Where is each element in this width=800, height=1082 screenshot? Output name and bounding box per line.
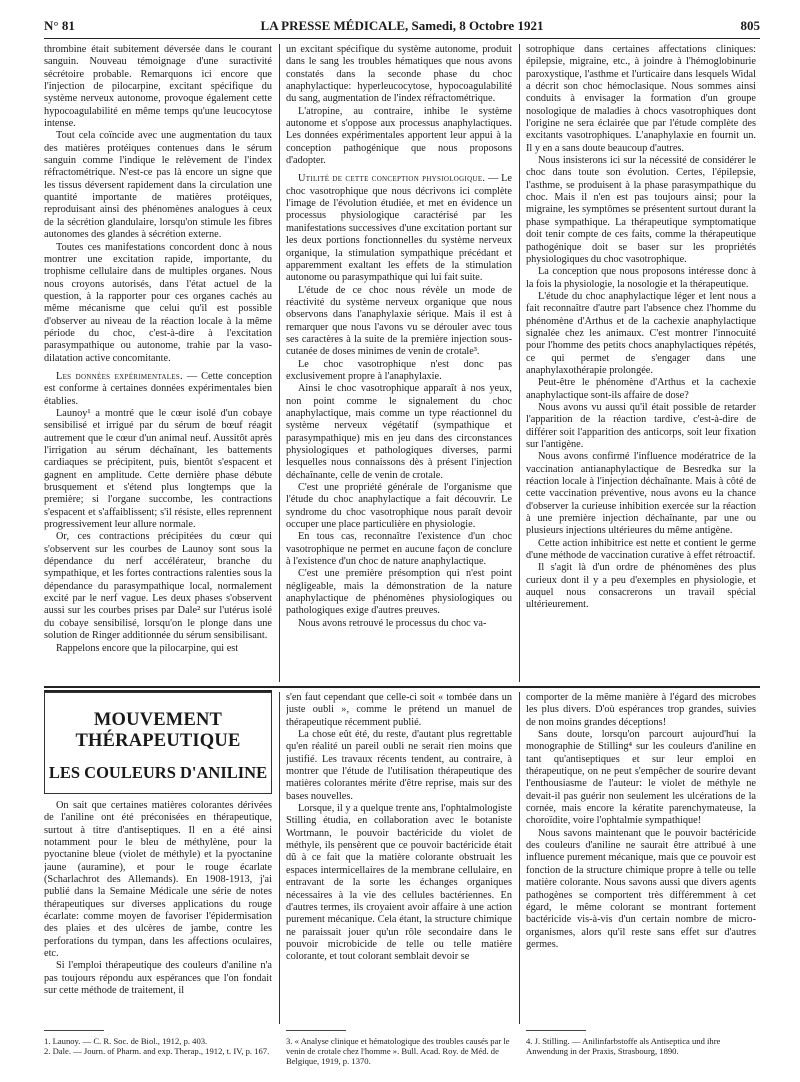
paragraph: En tous cas, reconnaître l'existence d'un choc vasotrophique ne permet en aucune façon de conclure à l'existence d'un choc de nature anaphylactique. <box>286 531 512 568</box>
footnote-rule <box>286 1030 346 1031</box>
lower-column-3 <box>526 692 756 1024</box>
paragraph: Rappelons encore que la pilocarpine, qui est <box>56 642 239 654</box>
paragraph: Sans doute, lorsqu'on parcourt aujourd'hui la monographie de Stilling⁴ sur les couleurs d'aniline en tant qu'antiseptiques et sur leur emploi en thérapeutique, on ne peut s'empêcher de sourire devant l'enthousiasme de l'auteur: le violet de méthyle ne devait-il pas guérir non seulement les ulcérations de la cornée, mais encore la kératite parenchymateuse, la choroïdite, voire l'ophtalmie sympathique! <box>526 729 756 827</box>
footnotes-column-2 <box>286 1036 512 1067</box>
column-divider <box>519 692 520 1024</box>
paragraph: un excitant spécifique du système autonome, produit dans le sang les troubles hématiques que nous avons constatés dans la seconde phase du choc anaphylactique: hyperleucocytose, hypocoagulabilité du sang, augmentation de l'index réfractométrique. <box>286 44 512 105</box>
section-paragraph <box>44 371 272 408</box>
section-title: MOUVEMENT THÉRAPEUTIQUE <box>75 710 241 751</box>
paragraph: Lorsque, il y a quelque trente ans, l'ophtalmologiste Stilling étudia, en collaboration avec le botaniste Wortmann, le pouvoir bactéricide du violet de méthyle, ils pensèrent que ce pouvoir bactéricide était dû à ce fait que la matière colorante obstruait les espaces intermicellaires de la membrane cellulaire, en entravant de la sorte les échanges organiques nécessaires à la vie des cellules bactériennes. En d'autres termes, ils croyaient avoir affaire à une action purement mécanique. Cela étant, la structure chimique ne paraissait jouer qu'un rôle secondaire dans le pouvoir microbicide de telle ou telle matière colorante, et tout colorant semblait devoir se <box>286 803 512 963</box>
paragraph: Or, ces contractions précipitées du cœur qui s'observent sur les courbes de Launoy sont sous la dépendance du nerf accélérateur, branche du sympathique, et les fortes contractions ralenties sous la dépendance du parasympathique local, normalement excité par le nerf vague. Les deux phases s'observent aussi sur les courbes prises par Dale² sur l'utérus isolé du cobaye sensibilisé, lorsqu'on le plonge dans une solution de Ringer additionnée du sérum sensibilisant. <box>44 531 272 642</box>
footnote-rule <box>44 1030 104 1031</box>
footnote: 2. Dale. — Journ. of Pharm. and exp. Therap., 1912, t. IV, p. 167. <box>44 1046 270 1057</box>
journal-title-date: LA PRESSE MÉDICALE, Samedi, 8 Octobre 1921 <box>260 18 544 33</box>
paragraph: Nous insisterons ici sur la nécessité de considérer le choc dans toute son évolution. Certes, l'épilepsie, l'asthme, se produisent à la phase parasympathique du choc. Mais il n'en est pas toujours ainsi; pour la migraine, les symptômes se présentent surtout durant la phase sympathique. La thérapeutique symptomatique doit tenir compte de ces faits, comme la thérapeutique pathogénique doit se baser sur les propriétés physiologiques du choc vasotrophique. <box>526 155 756 265</box>
header-rule <box>44 38 760 39</box>
paragraph: C'est une première présomption qui n'est point négligeable, mais la démonstration de la nature anaphylactique de phénomènes physiologiques ou pathologiques exige d'autres preuves. <box>286 568 512 617</box>
paragraph: Nous avons confirmé l'influence modératrice de la vaccination antianaphylactique de Besredka sur la réaction locale à l'injection déchaînante. Mais à côté de cette vaccination préventive, nous avons eu la chance d'observer la curieuse inhibition exercée sur la réaction à une première injection déchaînante, par une ou plusieurs injections ultérieures du même antigène. <box>526 451 756 537</box>
paragraph: L'atropine, au contraire, inhibe le système autonome et s'oppose aux processus anaphylactiques. Les données expérimentales apportent leur appui à la conception pathogénique que nous proposons d'adopter. <box>286 105 512 167</box>
paragraph: Le choc vasotrophique n'est donc pas exclusivement propre à l'anaphylaxie. <box>286 358 512 382</box>
paragraph: Toutes ces manifestations concordent donc à nous montrer une excitation rapide, importante, du trophisme cellulaire dans de multiples organes. Nous nous croyons autorisés, dans l'état actuel de la question, à la rapporter pour ces organes cachés au même mécanisme que celui qu'il est possible d'observer au niveau de la réaction locale à la même période du choc, c'est-à-dire à l'excitation parasympathique ou autonome, trahie par la vaso-dilatation active concomitante. <box>44 241 272 364</box>
paragraph: La conception que nous proposons intéresse donc à la fois la physiologie, la nosologie et la thérapeutique. <box>526 266 756 290</box>
section-label: Utilité de cette conception physiologique. <box>298 173 486 185</box>
footnote: 3. « Analyse clinique et hématologique des troubles causés par le venin de crotale chez l'homme ». Bull. Acad. Roy. de Méd. de Belgique, 1919, p. 1370. <box>286 1036 510 1067</box>
paragraph: L'étude de ce choc nous révèle un mode de réactivité du système nerveux organique que nous observons dans l'anaphylaxie sérique. Mais il est à remarquer que nous l'avons vu se dérouler avec tous ses caractères à la suite de la première injection sous-cutanée de doses minimes de venin de crotale³. <box>286 284 512 358</box>
paragraph: Nous savons maintenant que le pouvoir bactéricide des couleurs d'aniline ne saurait être attribué à une influence purement mécanique, mais que ce pouvoir est fonction de la structure chimique propre à telle ou telle matière colorante. Nous savons aussi que divers agents pathogènes se comportent très différemment à cet égard, le même colorant se montrant fortement bactéricide vis-à-vis d'un certain nombre de micro-organismes, alors qu'il reste sans effet sur d'autres germes. <box>526 827 756 950</box>
paragraph: s'en faut cependant que celle-ci soit « tombée dans un juste oubli », comme le prétend un manuel de thérapeutique récemment publié. <box>286 692 512 728</box>
paragraph: Ainsi le choc vasotrophique apparaît à nos yeux, non point comme le signalement du choc anaphylactique, mais comme un type réactionnel du système nerveux végétatif (sympathique et parasympathique) mis en jeu dans des circonstances physiologiques et pathologiques diverses, parmi lesquelles nous connaissons dès à présent l'injection déchaînante, celle de venin de crotale. <box>286 383 512 481</box>
section-text: — Le choc vasotrophique que nous décrivons ici complète l'image de l'évolution étudiée, et met en évidence un processus physiologique caractérisé par les manifestations successives d'une excitation portant sur les deux portions fonctionnelles du système nerveux organique, la stimulation sympathique précédant et apparemment exaltant les effets de la stimulation autonome ou parasympathique qui lui fait suite. <box>286 173 512 284</box>
paragraph: thrombine était subitement déversée dans le courant sanguin. Nouveau témoignage d'une suractivité sécrétoire probable. Remarquons ici encore que l'injection de pilocarpine, excitant spécifique du système nerveux autonome, provoque également cette hypocoagulabilité en même temps qu'une leucocytose intense. <box>44 44 272 130</box>
paragraph: Cette action inhibitrice est nette et contient le germe d'une méthode de vaccination curative à effet rétroactif. <box>526 537 756 562</box>
paragraph: Nous avons vu aussi qu'il était possible de retarder l'apparition de la réaction tardive, c'est-à-dire de différer soit l'apparition des anticorps, soit leur fixation sur l'antigène. <box>526 401 756 450</box>
article-title: LES COULEURS D'ANILINE <box>48 763 268 782</box>
paragraph: sotrophique dans certaines affectations cliniques: épilepsie, migraine, etc., à joindre à l'hémoglobinurie paroxystique, l'asthme et l'urticaire dans lesquels Widal a décrit son choc hémoclasique. Nous sommes ainsi conduits à envisager la formation d'un groupe nosologique de maladies à chocs vasotrophiques dont l'origine ne sera éclairée que par l'étude complète des excitants vasotrophiques. L'anaphylaxie en fournit un. Il y en a sans doute beaucoup d'autres. <box>526 44 756 154</box>
paragraph: L'étude du choc anaphylactique léger et lent nous a fait reconnaître d'autre part l'absence chez l'homme du phénomène d'Arthus et de la cachexie anaphylactique signalée chez les animaux. C'est montrer l'innocuité pour l'homme des petits chocs anaphylactiques répétés, ce qui permet de s'engager dans une anaphylaxothérapie prolongée. <box>526 290 756 376</box>
paragraph: Peut-être le phénomène d'Arthus et la cachexie anaphylactique sont-ils affaire de dose? <box>526 377 756 401</box>
section-label: Les données expérimentales. <box>56 370 183 382</box>
section-paragraph <box>286 173 512 284</box>
upper-column-2 <box>286 44 512 682</box>
footnotes-column-3 <box>526 1036 756 1056</box>
section-text: — Cette conception est conforme à certaines données expérimentales bien établies. <box>44 370 272 407</box>
paragraph: Launoy¹ a montré que le cœur isolé d'un cobaye sensibilisé et irrigué par du sérum de bœuf réagit autrement que le cœur d'un animal neuf. Aussitôt après l'irrigation au sérum déchaînant, les battements cardiaques se précipitent, puis, bientôt s'espacent et gagnent en amplitude. Cette dernière phase débute brusquement et s'étend plus longtemps que la première; si l'organe succombe, les contractions s'espacent et s'affaiblissent; s'il résiste, elles reprennent progressivement leur allure normale. <box>44 407 272 531</box>
paragraph: Nous avons retrouvé le processus du choc va- <box>298 617 487 629</box>
footnote: 1. Launoy. — C. R. Soc. de Biol., 1912, p. 403. <box>44 1036 208 1046</box>
lower-column-2 <box>286 692 512 1024</box>
upper-column-1 <box>44 44 272 682</box>
paragraph: C'est une propriété générale de l'organisme que l'étude du choc anaphylactique a fait découvrir. Le syndrome du choc vasotrophique nous paraît devoir occuper une place particulière en physiologie. <box>286 482 512 531</box>
paragraph: Si l'emploi thérapeutique des couleurs d'aniline n'a pas toujours répondu aux espérances que l'on fondait sur cette méthode de traitement, il <box>44 960 272 997</box>
column-divider <box>279 44 280 682</box>
paragraph: comporter de la même manière à l'égard des microbes les plus divers. D'où espérances trop grandes, suivies de non moins grandes déceptions! <box>526 692 756 728</box>
issue-number: N° 81 <box>44 18 75 33</box>
footnote-rule <box>526 1030 586 1031</box>
paragraph: Il s'agit là d'un ordre de phénomènes des plus curieux dont il y a peu d'exemples en physiologie, et auquel nous consacrerons un travail spécial ultérieurement. <box>526 562 756 611</box>
upper-column-3 <box>526 44 756 682</box>
lower-column-1 <box>44 800 272 1024</box>
paragraph: On sait que certaines matières colorantes dérivées de l'aniline ont été préconisées en thérapeutique, surtout à titre d'antiseptiques. Il en a été ainsi notamment pour le bleu de méthylène, pour la pyoctanine bleue (violet de méthyle) et la pyoctanine jaune (auramine), et pour le rouge écarlate (Scharlachrot des Allemands). En 1908-1913, j'ai publié dans la Semaine Médicale une série de notes thérapeutiques sur diverses applications du rouge écarlate: comme moyen de favoriser l'épidermisation des plaies et des ulcères de jambe, contre les perforations du tympan, dans les affections oculaires, etc. <box>44 800 272 960</box>
page-number: 805 <box>740 18 760 33</box>
page-header <box>44 18 760 36</box>
paragraph: Tout cela coïncide avec une augmentation du taux des matières protéiques contenues dans le sérum sanguin comme l'indique le relèvement de l'index réfractométrique. N'est-ce pas là encore un signe que les tissus déversent rapidement dans la circulation une quantité importante de matières protéiques, reproduisant ainsi des phénomènes analogues à ceux de la sécrétion glandulaire, lorsqu'on stimule les fibres autonomes des glandes à sécrétion externe. <box>44 130 272 241</box>
footnotes-column-1 <box>44 1036 272 1056</box>
column-divider <box>519 44 520 682</box>
article-separator-rule <box>44 686 760 688</box>
footnote: 4. J. Stilling. — Anilinfarbstoffe als Antiseptica und ihre Anwendung in der Praxis, Strasbourg, 1890. <box>526 1036 721 1057</box>
column-divider <box>279 692 280 1024</box>
paragraph: La chose eût été, du reste, d'autant plus regrettable qu'en réalité un pareil oubli ne serait rien moins que justifié. Les travaux récents tendent, au contraire, à montrer que l'étude de l'utilisation thérapeutique des matières colorantes mérite d'être reprise, mais sur des bases nouvelles. <box>286 729 512 802</box>
